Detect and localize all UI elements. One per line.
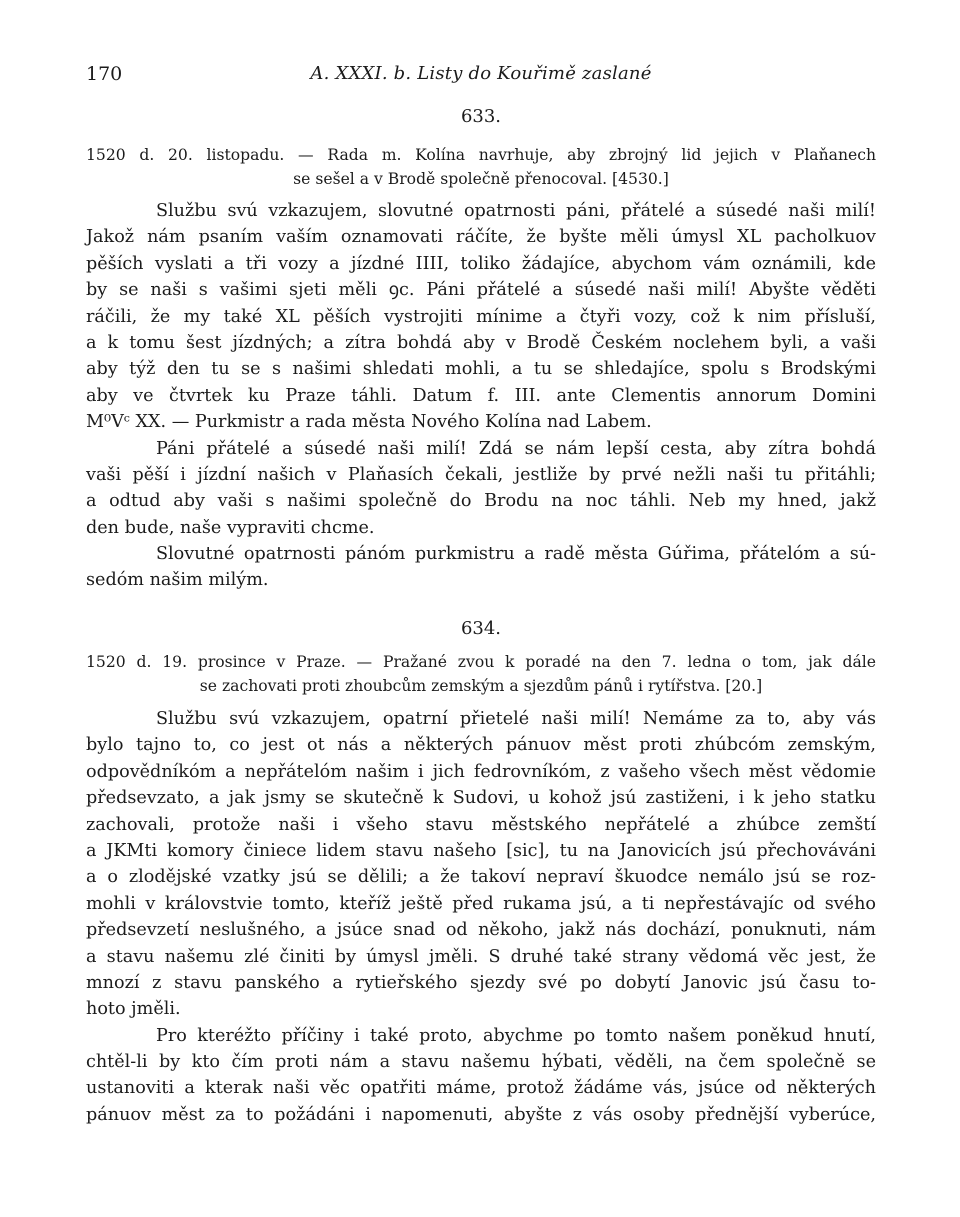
text-line: pěších vyslati a tři vozy a jízdné IIII, toliko žádajíce, abychom vám oznámili, kde — [86, 253, 876, 274]
text-line: předsevzetí neslušného, a jsúce snad od někoho, jakž nás dochází, ponuknuti, nám — [86, 920, 876, 941]
text-line: mohli v královstvie tomto, kteříž ještě před rukama jsú, a ti nepřestávajíc od svého — [86, 893, 876, 914]
regest-line: 1520 d. 20. listopadu. — Rada m. Kolína navrhuje, aby zbrojný lid jejich v Plaňanech — [86, 146, 876, 164]
text-line: odpovědníkóm a nepřátelóm našim i jich fedrovníkóm, z vašeho všech měst vědomie — [86, 761, 876, 782]
document-body — [86, 706, 876, 1128]
running-title: A. XXXI. b. Listy do Kouřimě zaslané — [310, 63, 652, 84]
document-regest — [86, 650, 876, 698]
text-line: Páni přátelé a súsedé naši milí! Zdá se nám lepší cesta, aby zítra bohdá — [156, 438, 876, 459]
text-line: Pro kteréžto příčiny i také proto, abychme po tomto našem poněkud hnutí, — [156, 1025, 876, 1046]
document-regest — [86, 143, 876, 191]
text-line: sedóm našim milým. — [86, 570, 269, 591]
document-number: 634. — [460, 618, 502, 639]
text-line: Slovutné opatrnosti pánóm purkmistru a radě města Gúřima, přátelóm a sú- — [156, 544, 876, 565]
text-line: den bude, naše vypraviti chcme. — [86, 517, 375, 538]
text-line: a o zlodějské vzatky jsú se dělili; a že takoví nepraví škuodce nemálo jsú se roz- — [86, 867, 876, 888]
regest-line: 1520 d. 19. prosince v Praze. — Pražané zvou k poradé na den 7. ledna o tom, jak dále — [86, 653, 876, 671]
text-line: a k tomu šest jízdných; a zítra bohdá aby v Brodě Českém noclehem byli, a vaši — [86, 332, 876, 353]
text-line: zachovali, protože naši i všeho stavu městského nepřátelé a zhúbce zemští — [86, 814, 876, 835]
page-number: 170 — [86, 63, 123, 85]
text-line: Službu svú vzkazujem, slovutné opatrnosti páni, přátelé a súsedé naši milí! — [156, 201, 876, 221]
text-line: ráčili, že my také XL pěších vystrojiti mínime a čtyři vozy, což k nim přísluší, — [86, 306, 876, 327]
regest-line: se sešel a v Brodě společně přenocoval. [4530.] — [293, 170, 669, 188]
text-line: by se naši s vašimi sjeti měli ꝯc. Páni přátelé a súsedé naši milí! Abyšte věděti — [86, 280, 876, 301]
text-line: pánuov měst za to požádáni i napomenuti, abyšte z vás osoby přednější vyberúce, — [86, 1104, 876, 1125]
text-line: a odtud aby vaši s našimi společně do Brodu na noc táhli. Neb my hned, jakž — [86, 491, 876, 512]
text-line: předsevzato, a jak jsmy se skutečně k Sudovi, u kohož jsú zastiženi, i k jeho statku — [86, 788, 876, 809]
text-line: hoto jměli. — [86, 999, 181, 1020]
document-number: 633. — [460, 106, 502, 127]
text-line: a stavu našemu zlé činiti by úmysl jměli. S druhé také strany vědomá věc jest, že — [86, 946, 876, 967]
text-line: mnozí z stavu panského a rytieřského sjezdy své po dobytí Janovic jsú času to- — [86, 972, 876, 993]
text-line: vaši pěší i jízdní našich v Plaňasích čekali, jestliže by prvé nežli naši tu přitáhli; — [86, 464, 876, 485]
text-line: aby týž den tu se s našimi shledati mohli, a tu se shledajíce, spolu s Brodskými — [86, 359, 876, 380]
text-line: M⁰Vᶜ XX. — Purkmistr a rada města Nového Kolína nad Labem. — [86, 412, 652, 433]
regest-line: se zachovati proti zhoubcům zemským a sjezdům pánů i rytířstva. [20.] — [199, 677, 763, 695]
text-line: ustanoviti a kterak naši věc opatřiti máme, protož žádáme vás, jsúce od některých — [86, 1078, 876, 1099]
document-body — [86, 198, 876, 594]
text-line: Službu svú vzkazujem, opatrní přietelé naši milí! Nemáme za to, aby vás — [156, 709, 876, 729]
text-line: chtěl-li by kto čím proti nám a stavu našemu hýbati, věděli, na čem společně se — [86, 1052, 876, 1073]
running-header — [86, 63, 876, 87]
text-line: bylo tajno to, co jest ot nás a některých pánuov měst proti zhúbcóm zemským, — [86, 735, 876, 756]
text-line: a JKMti komory činiece lidem stavu našeho [sic], tu na Janovicích jsú přechováváni — [86, 840, 876, 861]
text-line: Jakož nám psaním vaším oznamovati ráčíte, že byšte měli úmysl XL pacholkuov — [86, 227, 876, 248]
text-line: aby ve čtvrtek ku Praze táhli. Datum f. III. ante Clementis annorum Domini — [86, 385, 876, 406]
